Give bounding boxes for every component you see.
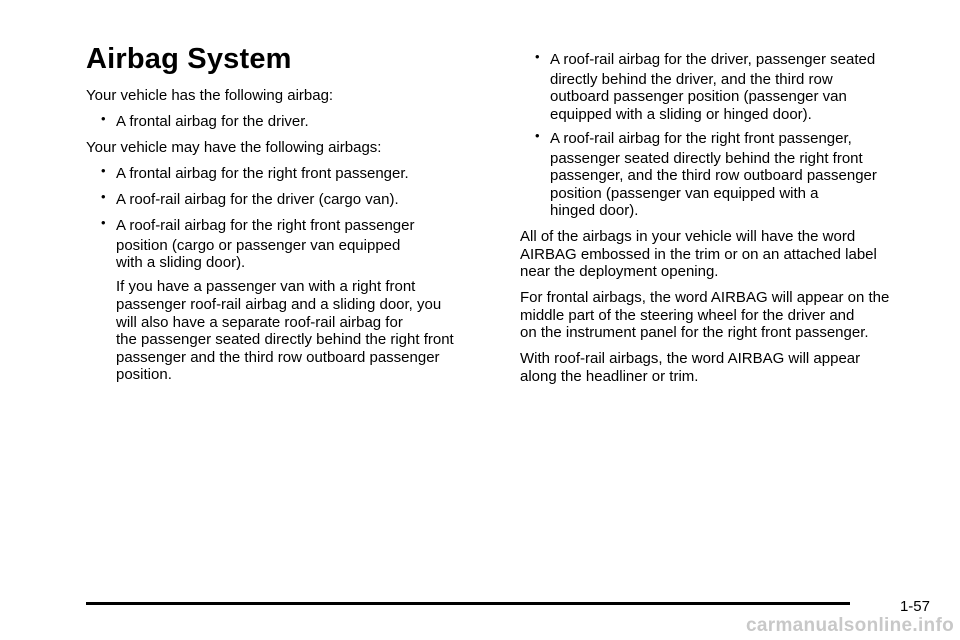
bullet-continuation: position (cargo or passenger van equipped bbox=[116, 237, 401, 254]
bullet-icon: • bbox=[535, 49, 540, 64]
bullet-icon: • bbox=[101, 111, 106, 126]
bullet-continuation: outboard passenger position (passenger van bbox=[550, 88, 847, 105]
paragraph-line: For frontal airbags, the word AIRBAG will appear on the bbox=[520, 289, 890, 306]
note-line: position. bbox=[116, 366, 172, 383]
bullet-icon: • bbox=[535, 128, 540, 143]
bullet-continuation: directly behind the driver, and the third row bbox=[550, 71, 833, 88]
bullet-continuation: hinged door). bbox=[550, 202, 639, 219]
bullet-continuation: position (passenger van equipped with a bbox=[550, 185, 819, 202]
note-line: will also have a separate roof-rail airbag for bbox=[116, 314, 403, 331]
page-title: Airbag System bbox=[86, 43, 292, 75]
bullet-driver-roofrail-passenger-van bbox=[520, 51, 960, 69]
paragraph-line: along the headliner or trim. bbox=[520, 368, 699, 385]
bullet-driver-frontal bbox=[86, 113, 526, 131]
bullet-text: A roof-rail airbag for the driver (cargo van). bbox=[116, 191, 399, 208]
paragraph-line: With roof-rail airbags, the word AIRBAG will appear bbox=[520, 350, 861, 367]
paragraph-line: middle part of the steering wheel for the driver and bbox=[520, 307, 855, 324]
paragraph-line: on the instrument panel for the right front passenger. bbox=[520, 324, 869, 341]
note-line: the passenger seated directly behind the right front bbox=[116, 331, 454, 348]
watermark: carmanualsonline.info bbox=[746, 615, 954, 636]
paragraph-line: near the deployment opening. bbox=[520, 263, 719, 280]
note-line: If you have a passenger van with a right front bbox=[116, 278, 416, 295]
bullet-text: A roof-rail airbag for the right front passenger, bbox=[550, 130, 852, 147]
bullet-icon: • bbox=[101, 163, 106, 178]
bullet-text: A roof-rail airbag for the right front passenger bbox=[116, 217, 415, 234]
bullet-passenger-roofrail-passenger-van bbox=[520, 130, 960, 148]
bullet-passenger-frontal bbox=[86, 165, 526, 183]
bullet-passenger-roofrail bbox=[86, 217, 526, 235]
bullet-continuation: equipped with a sliding or hinged door). bbox=[550, 106, 812, 123]
bullet-continuation: passenger seated directly behind the right front bbox=[550, 150, 863, 167]
note-line: passenger and the third row outboard passenger bbox=[116, 349, 440, 366]
bullet-text: A frontal airbag for the driver. bbox=[116, 113, 309, 130]
bullet-driver-roofrail bbox=[86, 191, 526, 209]
bullet-text: A frontal airbag for the right front passenger. bbox=[116, 165, 409, 182]
intro-text: Your vehicle has the following airbag: bbox=[86, 87, 334, 104]
paragraph-line: All of the airbags in your vehicle will have the word bbox=[520, 228, 856, 245]
bullet-text: A roof-rail airbag for the driver, passenger seated bbox=[550, 51, 876, 68]
intro-text-2: Your vehicle may have the following airbags: bbox=[86, 139, 382, 156]
paragraph-line: AIRBAG embossed in the trim or on an attached label bbox=[520, 246, 877, 263]
page-number: 1-57 bbox=[899, 598, 930, 615]
bullet-continuation: passenger, and the third row outboard passenger bbox=[550, 167, 877, 184]
bullet-icon: • bbox=[101, 215, 106, 230]
bullet-continuation: with a sliding door). bbox=[116, 254, 246, 271]
note-line: passenger roof-rail airbag and a sliding door, you bbox=[116, 296, 442, 313]
bullet-icon: • bbox=[101, 189, 106, 204]
footer-rule bbox=[86, 602, 850, 605]
